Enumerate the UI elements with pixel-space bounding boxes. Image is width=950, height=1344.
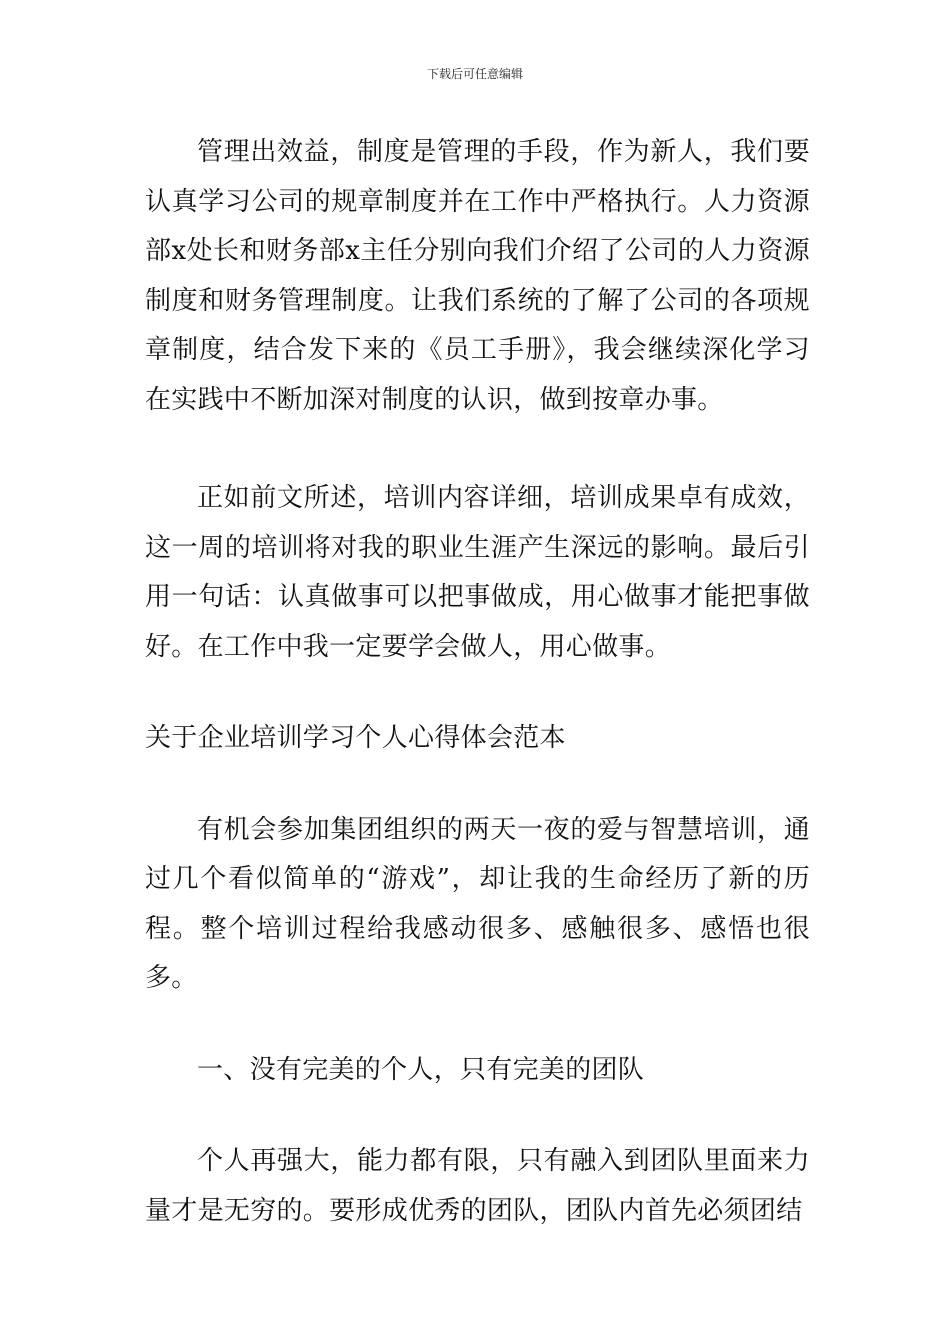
paragraph-intro: 有机会参加集团组织的两天一夜的爱与智慧培训，通过几个看似简单的“游戏”，却让我的生命经历了新的历程。整个培训过程给我感动很多、感触很多、感悟也很多。 [145, 814, 810, 993]
document-body [145, 128, 810, 1236]
subheading-team: 一、没有完美的个人，只有完美的团队 [197, 1054, 645, 1085]
paragraph-team: 个人再强大，能力都有限，只有融入到团队里面来力量才是无穷的。要形成优秀的团队，团队内首先必须团结 [145, 1146, 810, 1226]
paragraph-rules: 管理出效益，制度是管理的手段，作为新人，我们要认真学习公司的规章制度并在工作中严格执行。人力资源部x处长和财务部x主任分别向我们介绍了公司的人力资源制度和财务管理制度。让我们系统的了解了公司的各项规章制度，结合发下来的《员工手册》，我会继续深化学习在实践中不断加深对制度的认识，做到按章办事。 [145, 137, 810, 415]
page-header-note: 下载后可任意编辑 [426, 67, 523, 81]
section-title: 关于企业培训学习个人心得体会范本 [145, 723, 566, 753]
paragraph-conclusion: 正如前文所述，培训内容详细，培训成果卓有成效，这一周的培训将对我的职业生涯产生深远的影响。最后引用一句话：认真做事可以把事做成，用心做事才能把事做好。在工作中我一定要学会做人，用心做事。 [145, 483, 810, 662]
